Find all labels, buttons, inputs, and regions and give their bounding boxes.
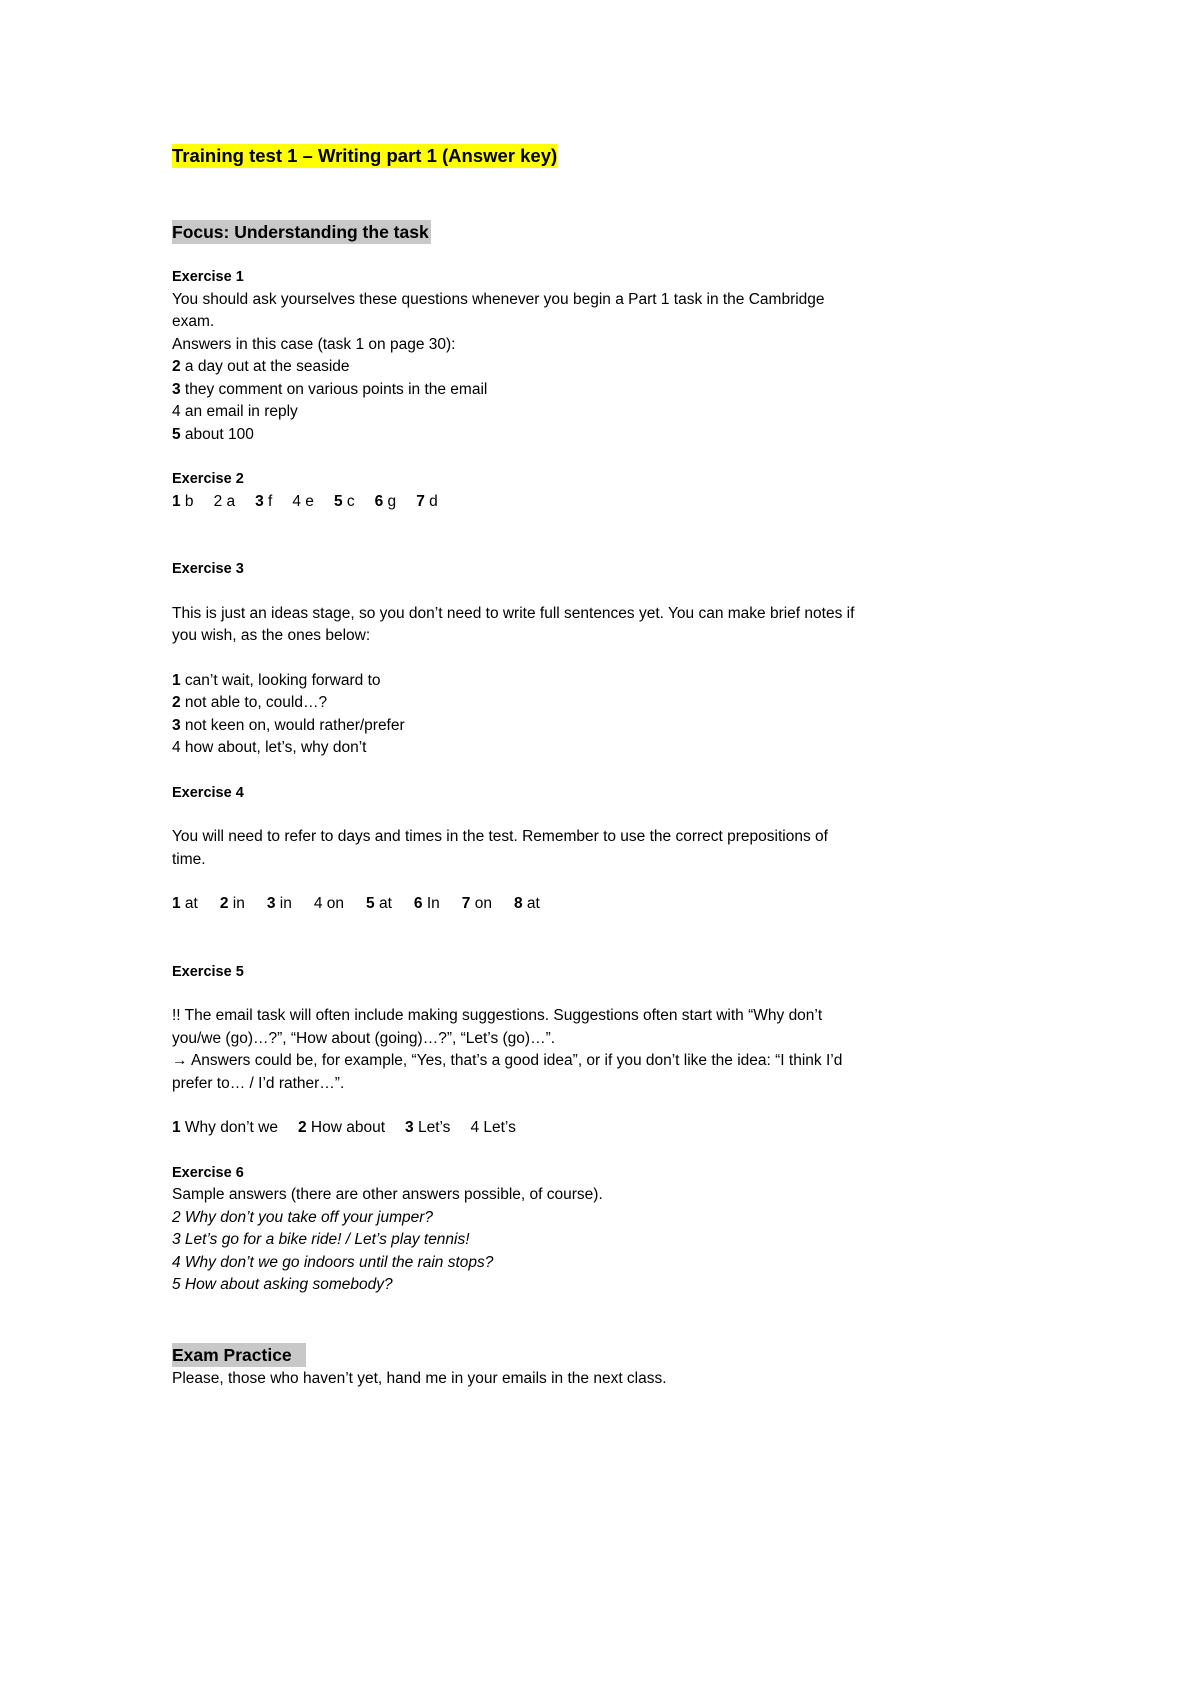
exercise-4-intro: You will need to refer to days and times in the test. Remember to use the correct prepositions of [172, 828, 828, 845]
answer-text: at [522, 895, 540, 912]
exercise-3-heading: Exercise 3 [172, 561, 244, 577]
exercise-1-intro: You should ask yourselves these questions whenever you begin a Part 1 task in the Cambridge [172, 290, 825, 308]
answer-number: 2 [219, 895, 229, 912]
answer-number: 1 [172, 895, 181, 912]
answer-text: on [322, 895, 345, 912]
answer-number: 3 [266, 895, 276, 912]
answer-number: 5 [333, 492, 343, 510]
exercise-6 [172, 1162, 932, 1297]
exercise-5-heading: Exercise 5 [172, 963, 244, 980]
answer-text: at [180, 895, 198, 912]
answer-item [314, 893, 344, 916]
answer-number: 7 [416, 492, 425, 510]
answer-text: e [301, 492, 314, 510]
answer-item [292, 491, 314, 514]
answer-text: a [222, 492, 236, 510]
answer-number: 2 [213, 492, 223, 510]
answer-line [172, 356, 932, 379]
answer-row [172, 893, 932, 916]
exam-practice [172, 1343, 932, 1391]
answer-number: 4 [292, 492, 301, 510]
answer-item [366, 893, 392, 916]
answer-line [172, 424, 932, 447]
answer-text: How about [306, 1119, 386, 1136]
sample-answer: 2 Why don’t you take off your jumper? [172, 1208, 434, 1226]
answer-row [172, 491, 932, 514]
answer-text: d [424, 492, 438, 510]
answer-text: Let’s [479, 1119, 516, 1136]
exercise-6-heading: Exercise 6 [172, 1164, 244, 1181]
sample-answer: 4 Why don’t we go indoors until the rain stops? [172, 1253, 494, 1271]
answer-line [172, 401, 932, 424]
answer-number: 7 [461, 895, 471, 912]
answer-text: c [342, 492, 355, 510]
answer-item [416, 491, 438, 514]
exercise-3 [172, 558, 932, 760]
answer-item [255, 491, 272, 514]
answer-item [514, 893, 540, 916]
answer-text: not keen on, would rather/prefer [180, 716, 405, 734]
answer-text: in [228, 895, 245, 912]
answer-item [214, 491, 236, 514]
exercise-1-answers-intro: Answers in this case (task 1 on page 30): [172, 335, 456, 353]
answer-item [462, 893, 492, 916]
answer-number: 1 [172, 1119, 181, 1136]
exercise-5-answer-hint: Answers could be, for example, “Yes, that’s a good idea”, or if you don’t like the idea: “I think I’d [187, 1052, 843, 1069]
answer-number: 1 [172, 671, 181, 689]
answer-text: in [275, 895, 292, 912]
answer-text: a day out at the seaside [180, 358, 350, 375]
answer-item [172, 893, 198, 916]
answer-text: how about, let’s, why don’t [180, 739, 367, 756]
document-title: Training test 1 – Writing part 1 (Answer key) [172, 145, 558, 166]
exercise-2-heading: Exercise 2 [172, 471, 244, 487]
exercise-1-heading: Exercise 1 [172, 269, 244, 285]
exercise-6-intro: Sample answers (there are other answers possible, of course). [172, 1186, 603, 1203]
answer-item [414, 893, 440, 916]
answer-text: about 100 [180, 425, 254, 443]
answer-text: Why don’t we [180, 1119, 278, 1136]
answer-line [172, 715, 932, 738]
exam-practice-text: Please, those who haven’t yet, hand me in your emails in the next class. [172, 1370, 667, 1387]
answer-number: 2 [172, 358, 181, 375]
answer-number: 4 [172, 739, 181, 756]
answer-number: 4 [313, 895, 323, 912]
answer-number: 6 [413, 895, 423, 912]
exercise-5-arrow-line [172, 1050, 932, 1073]
answer-line [172, 379, 932, 402]
answer-text: can’t wait, looking forward to [180, 671, 381, 689]
exercise-4 [172, 782, 932, 916]
answer-number: 4 [172, 403, 181, 420]
answer-number: 3 [172, 716, 181, 734]
answer-text: at [374, 895, 392, 912]
focus-heading: Focus: Understanding the task [172, 222, 429, 242]
exercise-4-intro-cont: time. [172, 850, 206, 868]
exercise-3-intro-cont: you wish, as the ones below: [172, 627, 371, 644]
answer-number: 1 [172, 492, 181, 510]
answer-text: on [470, 895, 492, 912]
arrow-right-icon: → [172, 1052, 188, 1069]
answer-text: not able to, could…? [180, 694, 328, 711]
answer-line [172, 737, 932, 760]
answer-number: 2 [297, 1119, 307, 1136]
exam-practice-heading: Exam Practice [172, 1343, 306, 1367]
document-content [172, 144, 932, 1391]
answer-line [172, 670, 932, 693]
answer-item [267, 893, 292, 916]
answer-text: an email in reply [180, 403, 298, 420]
exercise-5-intro: !! The email task will often include making suggestions. Suggestions often start with “Why don’t [172, 1007, 823, 1024]
answer-number: 3 [405, 1119, 414, 1136]
answer-item [334, 491, 355, 514]
answer-line [172, 692, 932, 715]
answer-text: they comment on various points in the email [180, 380, 488, 398]
answer-text: g [383, 492, 397, 510]
exercise-2 [172, 468, 932, 513]
exercise-5-intro-cont: you/we (go)…?”, “How about (going)…?”, “Let’s (go)…”. [172, 1029, 556, 1047]
exercise-3-intro: This is just an ideas stage, so you don’t need to write full sentences yet. You can make brief notes if [172, 604, 855, 622]
answer-item [470, 1117, 515, 1140]
answer-number: 8 [513, 895, 523, 912]
exercise-1-intro-cont: exam. [172, 313, 215, 330]
answer-number: 3 [255, 492, 264, 510]
answer-number: 4 [470, 1119, 480, 1136]
exercise-4-heading: Exercise 4 [172, 784, 244, 801]
answer-item [298, 1117, 385, 1140]
exercise-5 [172, 961, 932, 1140]
answer-number: 5 [172, 425, 181, 443]
answer-item [375, 491, 397, 514]
exercise-1 [172, 266, 932, 446]
answer-text: b [180, 492, 194, 510]
answer-item [172, 1117, 278, 1140]
answer-text: Let’s [413, 1119, 451, 1136]
answer-item [405, 1117, 450, 1140]
answer-text: f [263, 492, 273, 510]
answer-text: In [422, 895, 440, 912]
sample-answer: 5 How about asking somebody? [172, 1276, 393, 1293]
answer-number: 5 [366, 895, 375, 912]
answer-number: 2 [172, 694, 181, 711]
answer-number: 6 [374, 492, 384, 510]
answer-row [172, 1117, 932, 1140]
answer-item [172, 491, 194, 514]
answer-item [220, 893, 245, 916]
sample-answer: 3 Let’s go for a bike ride! / Let’s play tennis! [172, 1231, 470, 1248]
answer-number: 3 [172, 380, 181, 398]
exercise-5-answer-hint-cont: prefer to… / I’d rather…”. [172, 1074, 345, 1092]
